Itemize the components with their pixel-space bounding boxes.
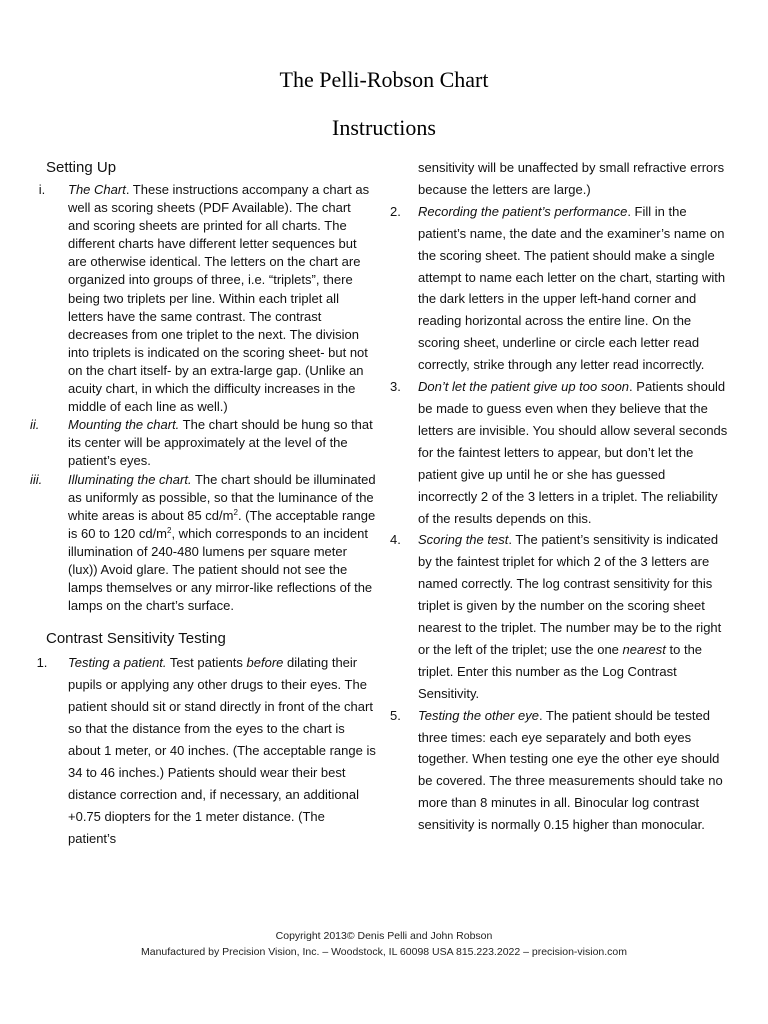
item-text: to the triplet. Enter this number as the Log Contrast Sensitivity. [418, 641, 703, 701]
item-heading: Recording the patient’s performance [418, 203, 628, 219]
section-heading-setting-up: Setting Up [46, 159, 117, 176]
item-marker: ii. [30, 417, 40, 433]
item-text: The chart should be hung so that its center will be approximately at the level of the patient’s eyes. [68, 417, 373, 469]
testing-item-patient-continued: sensitivity will be unaffected by small refractive errors because the letters are large.) [418, 160, 725, 197]
item-body [68, 652, 376, 849]
testing-item-other-eye [390, 705, 728, 836]
item-marker: 1. [36, 655, 48, 671]
item-heading: Testing the other eye [418, 707, 539, 723]
setup-item-mounting [30, 416, 376, 470]
left-column [30, 158, 376, 849]
item-body [418, 201, 728, 376]
item-heading: The Chart [68, 182, 126, 197]
setup-item-chart [30, 181, 376, 416]
item-body [418, 529, 728, 704]
item-text: . Fill in the patient’s name, the date and the examiner’s name on the scoring sheet. The patient should make a single attempt to name each letter on the chart, starting with the dark letters in the upper left-hand corner and reading horizontal across the entire line. On the scoring sheet, underline or circle each letter read correctly, strike through any letter read incorrectly. [418, 203, 726, 373]
testing-item-scoring [390, 529, 728, 704]
document-subtitle: Instructions [332, 115, 436, 140]
superscript: 2 [233, 507, 238, 517]
item-text: . The patient’s sensitivity is indicated by the faintest triplet for which 2 of the 3 letters are named correctly. The log contrast sensitivity for this triplet is given by the number on the scoring sheet nearest to the triplet. The number may be to the right or the left of the triplet; use the one [418, 532, 722, 657]
item-body [68, 471, 376, 616]
item-marker: 4. [390, 532, 401, 548]
item-marker: 5. [390, 707, 401, 723]
item-heading: Don’t let the patient give up too soon [418, 379, 630, 395]
item-marker: 3. [390, 379, 401, 395]
document-title: The Pelli-Robson Chart [279, 67, 489, 92]
item-text: . (The acceptable range is 60 to 120 cd/m [68, 507, 376, 541]
item-heading: Illuminating the chart. [68, 471, 192, 487]
item-marker: 2. [390, 203, 401, 219]
item-body [68, 416, 376, 470]
testing-item-patient [30, 652, 376, 849]
item-heading: Testing a patient. [68, 655, 167, 671]
section-heading-contrast-testing: Contrast Sensitivity Testing [46, 630, 226, 648]
item-marker: i. [38, 182, 46, 197]
item-text: Test patients [166, 655, 247, 671]
item-marker: iii. [30, 471, 43, 487]
item-emphasis: nearest [622, 641, 666, 657]
item-text: . Patients should be made to guess even when they believe that the letters are invisible. You should allow several seconds for the faintest letters to appear, but don’t let the patient give up until he or she has guessed incorrectly 2 of the 3 letters in a triplet. The reliability of the results depends on this. [418, 379, 728, 526]
right-column [390, 157, 728, 836]
testing-item-give-up [390, 376, 728, 529]
item-body [418, 376, 728, 529]
footer-manufacturer: Manufactured by Precision Vision, Inc. – Woodstock, IL 60098 USA 815.223.2022 – precision-vision.com [141, 946, 627, 958]
item-emphasis: before [246, 655, 284, 671]
item-text: dilating their pupils or applying any other drugs to their eyes. The patient should sit or stand directly in front of the chart so that the distance from the eyes to the chart is about 1 meter, or 40 inches. (The acceptable range is 34 to 46 inches.) Patients should wear their best distance correction and, if necessary, an additional +0.75 diopters for the 1 meter distance. (The patient’s [68, 655, 376, 846]
testing-item-recording [390, 201, 728, 376]
footer-copyright: Copyright 2013© Denis Pelli and John Robson [275, 930, 493, 942]
item-text: , which corresponds to an incident illumination of 240-480 lumens per square meter (lux)) Avoid glare. The patient should not see the lamps themselves or any mirror-like reflections of the lamps on the chart’s surface. [68, 525, 373, 614]
setup-item-illuminating [30, 471, 376, 616]
item-text: The chart should be illuminated as uniformly as possible, so that the luminance of the white areas is about 85 cd/m [68, 471, 376, 523]
item-text: . These instructions accompany a chart as well as scoring sheets (PDF Available). The chart and scoring sheets are printed for all charts. The different charts have different letter sequences but are otherwise identical. The letters on the chart are organized into groups of three, i.e. “triplets”, there being two triplets per line. Within each triplet all letters have the same contrast. The contrast decreases from one triplet to the next. The division into triplets is indicated on the scoring sheet- but not on the chart itself- by an extra-large gap. (Unlike an acuity chart, in which the difficulty increases in the middle of each line as well.) [68, 182, 370, 415]
superscript: 2 [167, 525, 172, 535]
item-heading: Scoring the test [418, 532, 509, 548]
item-body [418, 705, 728, 836]
item-text: . The patient should be tested three times: each eye separately and both eyes together. When testing one eye the other eye should be covered. The three measurements should take no more than 8 minutes in all. Binocular log contrast sensitivity is normally 0.15 higher than monocular. [418, 707, 723, 833]
item-heading: Mounting the chart. [68, 417, 180, 433]
item-body [68, 181, 376, 416]
